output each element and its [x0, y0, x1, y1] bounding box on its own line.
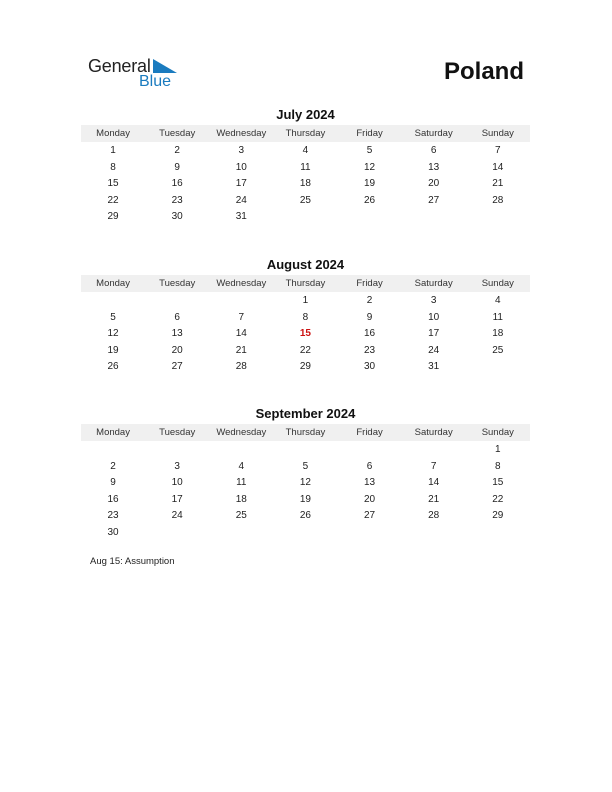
month-grid	[81, 143, 530, 226]
day-cell: 10	[428, 311, 440, 323]
day-cell	[338, 525, 402, 542]
weekday-label: Sunday	[481, 128, 514, 139]
day-cell: 10	[171, 477, 183, 489]
day-cell	[466, 209, 530, 226]
day-cell: 9	[110, 477, 116, 489]
day-cell: 8	[495, 460, 501, 472]
week-row	[81, 343, 530, 360]
day-cell: 7	[430, 460, 437, 472]
day-cell: 23	[107, 510, 119, 522]
day-cell: 5	[366, 145, 373, 156]
day-cell: 20	[171, 344, 183, 356]
day-cell: 14	[428, 477, 440, 489]
day-cell: 24	[235, 194, 247, 206]
day-cell: 20	[364, 493, 376, 505]
weekday-label: Wednesday	[216, 278, 267, 289]
weekday-label: Friday	[356, 128, 383, 139]
day-cell: 6	[366, 460, 373, 472]
day-cell: 12	[107, 328, 119, 340]
day-cell: 24	[428, 344, 440, 356]
week-row	[81, 293, 530, 310]
month-title: July 2024	[276, 107, 335, 122]
day-cell: 3	[430, 295, 437, 306]
day-cell: 19	[107, 344, 119, 356]
month-july	[81, 106, 530, 226]
month-august	[81, 256, 530, 376]
day-cell: 5	[110, 311, 116, 323]
day-cell: 4	[238, 460, 245, 472]
day-cell: 21	[235, 344, 247, 356]
day-cell: 17	[428, 328, 440, 340]
weekday-label: Saturday	[414, 427, 453, 438]
day-cell	[273, 442, 337, 459]
day-cell: 2	[366, 295, 373, 306]
day-cell: 16	[364, 328, 376, 340]
week-row	[81, 209, 530, 226]
day-cell: 13	[171, 328, 183, 340]
day-cell: 23	[171, 194, 183, 206]
month-title: September 2024	[255, 406, 356, 421]
week-row	[81, 160, 530, 177]
day-cell: 14	[235, 328, 247, 340]
weekday-label: Tuesday	[159, 278, 196, 289]
weekday-label: Sunday	[481, 427, 514, 438]
day-cell	[402, 525, 466, 542]
day-cell: 1	[302, 295, 309, 306]
week-row	[81, 359, 530, 376]
month-grid	[81, 442, 530, 542]
day-cell	[209, 442, 273, 459]
day-cell: 13	[364, 477, 376, 489]
day-cell	[466, 359, 530, 376]
day-cell: 29	[107, 211, 119, 223]
day-cell: 8	[302, 311, 309, 323]
logo-general-text: General	[88, 56, 151, 76]
day-cell: 16	[171, 178, 183, 190]
day-cell: 6	[174, 311, 180, 323]
day-cell: 25	[492, 344, 504, 356]
day-cell: 15	[107, 178, 119, 190]
day-cell	[145, 293, 209, 310]
day-cell	[81, 442, 145, 459]
day-cell: 19	[299, 493, 311, 505]
weekday-label: Tuesday	[159, 128, 196, 139]
day-cell	[338, 209, 402, 226]
holiday-notes: Aug 15: Assumption	[90, 556, 175, 567]
day-cell: 7	[238, 311, 245, 323]
weekday-label: Thursday	[285, 427, 326, 438]
day-cell: 24	[171, 510, 183, 522]
day-cell: 13	[428, 161, 440, 173]
week-row	[81, 326, 530, 343]
day-cell	[209, 293, 273, 310]
day-cell: 29	[492, 510, 504, 522]
day-cell: 28	[492, 194, 504, 206]
weekday-label: Wednesday	[216, 427, 267, 438]
logo-triangle-icon	[153, 59, 177, 73]
day-cell: 2	[110, 460, 116, 472]
weekday-label: Sunday	[481, 278, 514, 289]
week-row	[81, 310, 530, 327]
day-cell: 3	[174, 460, 180, 472]
day-cell: 30	[107, 526, 119, 538]
day-cell: 8	[110, 161, 116, 173]
day-cell: 26	[107, 361, 119, 373]
day-cell: 16	[107, 493, 119, 505]
day-cell: 10	[235, 161, 247, 173]
day-cell	[466, 525, 530, 542]
day-cell: 4	[495, 295, 501, 306]
week-row	[81, 475, 530, 492]
day-cell: 4	[302, 145, 309, 156]
month-september	[81, 405, 530, 542]
day-cell: 19	[364, 178, 376, 190]
day-cell: 11	[492, 311, 503, 323]
day-cell	[338, 442, 402, 459]
week-row	[81, 508, 530, 525]
week-row	[81, 193, 530, 210]
day-cell: 27	[428, 194, 440, 206]
day-cell: 21	[428, 493, 440, 505]
day-cell	[145, 442, 209, 459]
holiday-day-cell: 15	[299, 328, 311, 340]
day-cell: 20	[428, 178, 440, 190]
month-grid	[81, 293, 530, 376]
day-cell: 26	[299, 510, 311, 522]
day-cell: 5	[302, 460, 309, 472]
day-cell: 11	[300, 161, 311, 173]
day-cell: 27	[364, 510, 376, 522]
day-cell: 27	[171, 361, 183, 373]
week-row	[81, 143, 530, 160]
week-row	[81, 459, 530, 476]
week-row	[81, 176, 530, 193]
weekday-label: Wednesday	[216, 128, 267, 139]
day-cell: 25	[299, 194, 311, 206]
day-cell: 25	[235, 510, 247, 522]
weekday-label: Saturday	[414, 128, 453, 139]
day-cell: 1	[110, 145, 116, 156]
day-cell: 9	[366, 311, 373, 323]
day-cell	[209, 525, 273, 542]
day-cell: 31	[428, 361, 440, 373]
day-cell: 18	[492, 328, 504, 340]
day-cell: 30	[171, 211, 183, 223]
weekday-header	[81, 125, 530, 142]
day-cell: 6	[430, 145, 437, 156]
weekday-header	[81, 275, 530, 292]
country-title: Poland	[443, 58, 524, 85]
day-cell: 28	[235, 361, 247, 373]
weekday-label: Friday	[356, 427, 383, 438]
day-cell: 12	[364, 161, 376, 173]
day-cell: 17	[235, 178, 247, 190]
day-cell: 22	[107, 194, 119, 206]
day-cell	[402, 442, 466, 459]
day-cell: 18	[235, 493, 247, 505]
day-cell: 28	[428, 510, 440, 522]
day-cell: 9	[174, 161, 180, 173]
logo	[88, 56, 198, 92]
day-cell	[402, 209, 466, 226]
weekday-label: Friday	[356, 278, 383, 289]
weekday-label: Thursday	[285, 278, 326, 289]
day-cell	[273, 209, 337, 226]
day-cell: 29	[299, 361, 311, 373]
day-cell	[273, 525, 337, 542]
day-cell: 3	[238, 145, 245, 156]
weekday-label: Tuesday	[159, 427, 196, 438]
day-cell: 26	[364, 194, 376, 206]
day-cell: 23	[364, 344, 376, 356]
day-cell: 15	[492, 477, 504, 489]
weekday-label: Saturday	[414, 278, 453, 289]
day-cell: 12	[299, 477, 311, 489]
day-cell: 22	[299, 344, 311, 356]
weekday-label: Monday	[96, 427, 130, 438]
day-cell: 1	[495, 444, 501, 455]
day-cell	[145, 525, 209, 542]
day-cell: 7	[495, 145, 501, 156]
day-cell: 21	[492, 178, 504, 190]
week-row	[81, 492, 530, 509]
day-cell: 31	[235, 211, 247, 223]
weekday-header	[81, 424, 530, 441]
weekday-label: Thursday	[285, 128, 326, 139]
weekday-label: Monday	[96, 278, 130, 289]
day-cell: 22	[492, 493, 504, 505]
month-title: August 2024	[266, 257, 345, 272]
day-cell: 17	[171, 493, 183, 505]
week-row	[81, 442, 530, 459]
logo-blue-text: Blue	[139, 73, 172, 90]
day-cell: 30	[364, 361, 376, 373]
day-cell	[81, 293, 145, 310]
weekday-label: Monday	[96, 128, 130, 139]
week-row	[81, 525, 530, 542]
day-cell: 18	[299, 178, 311, 190]
day-cell: 2	[174, 145, 180, 156]
day-cell: 14	[492, 161, 504, 173]
day-cell: 11	[236, 477, 247, 489]
